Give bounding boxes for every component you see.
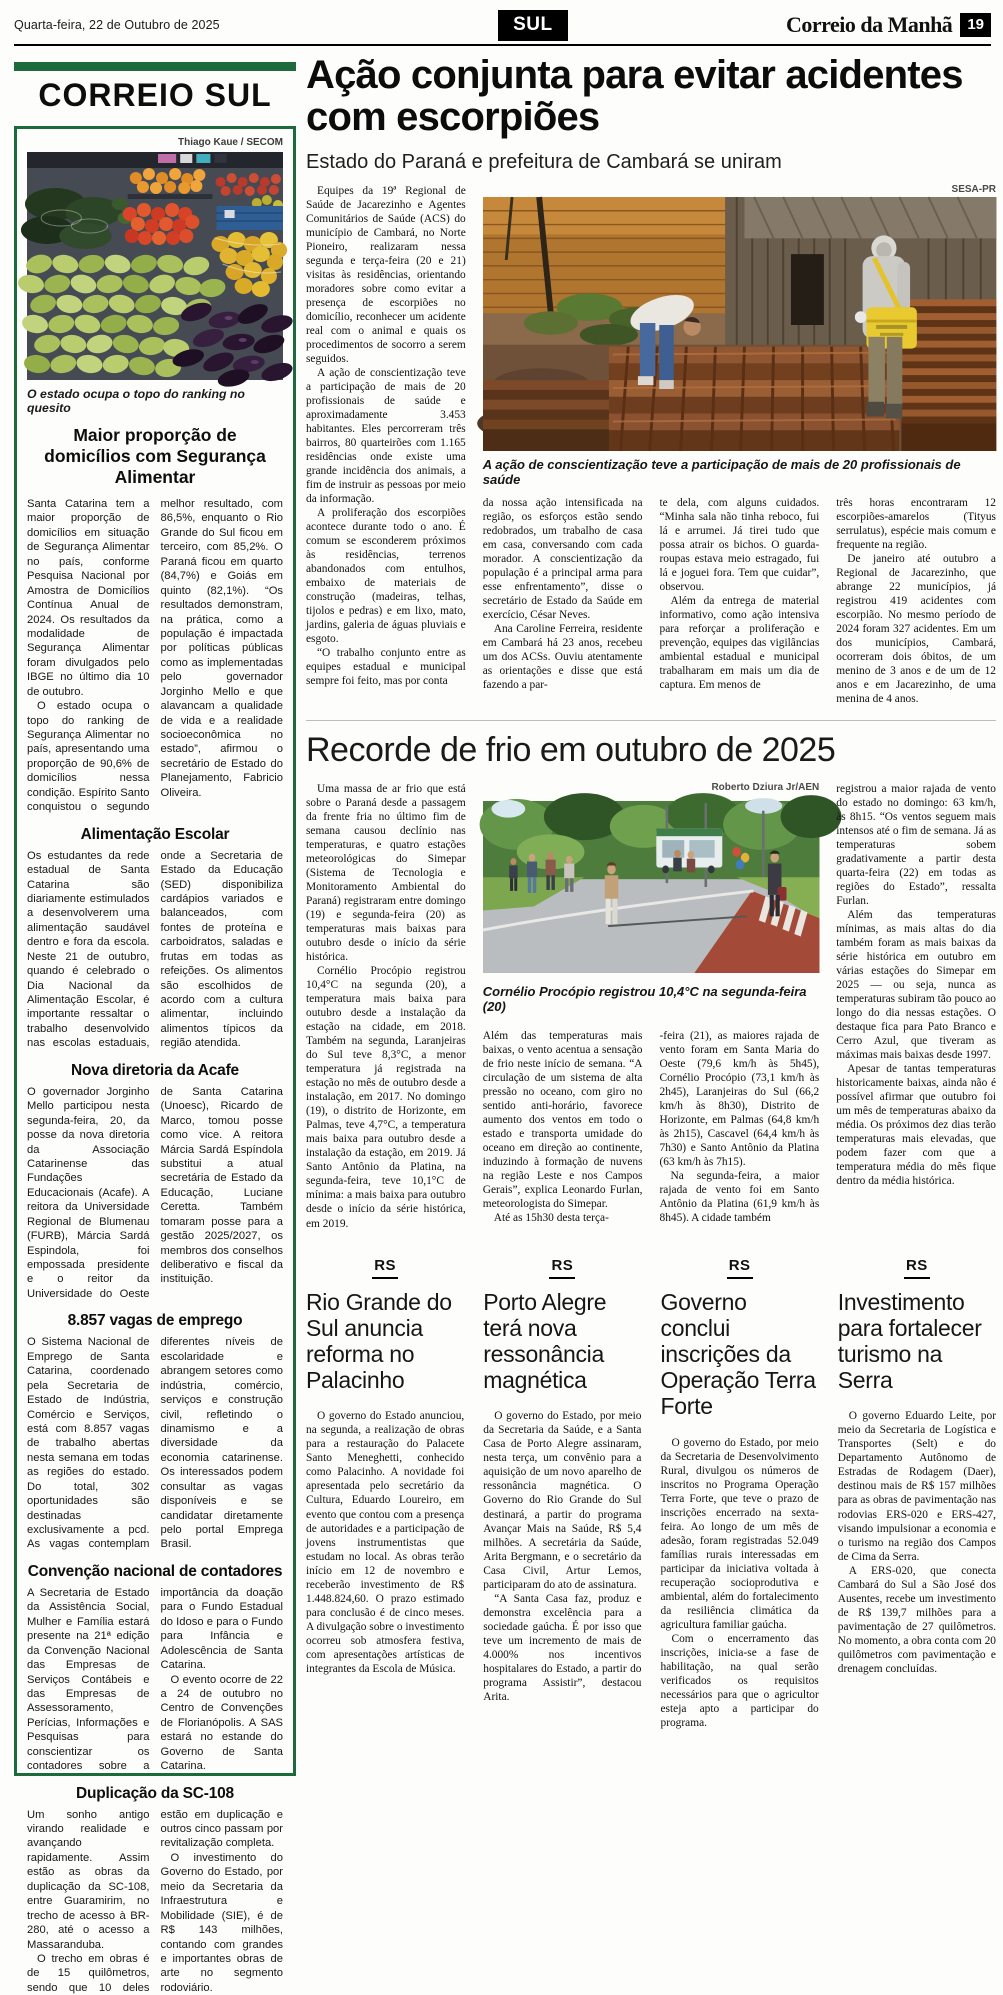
paragraph: Um sonho antigo virando realidade e avançando rapidamente. Assim estão as obras da duplicação da SC-108, entre Guaramirim, no trecho de acesso à BR-280, até o acesso a Massaranduba. <box>27 1808 150 1951</box>
paragraph: Com o encerramento das inscrições, inicia-se a fase de habilitação, na qual serão verificados os requisitos necessários para que o agricultor esteja apto a participar do programa. <box>660 1632 819 1729</box>
market-photo-caption: O estado ocupa o topo do ranking no quesito <box>27 387 245 415</box>
paragraph: Os estudantes da rede estadual de Santa Catarina são diariamente estimulados a desenvolverem uma alimentação saudável dentro e fora da escola. Neste 21 de outubro, quando é celebrado o Dia Nacional da Alimentação Escolar, é importante ressaltar o trabalho desenvolvido nas escolas estaduais, onde a Secretaria de Estado da Educação (SED) disponibiliza cardápios variados e balanceados, com fontes de proteína e carboidratos, saladas e frutas em todas as refeições. Os alimentos são escolhidos de acordo com a cultura alimentar, incluindo alimentos típicos da região atendida. <box>27 849 283 1050</box>
cold-record-article <box>306 782 996 1231</box>
region-tag-label: RS <box>549 1257 575 1279</box>
paragraph: Equipes da 19ª Regional de Saúde de Jacarezinho e Agentes Comunitários de Saúde (ACS) do município de Cambará, no Norte Pioneiro, realizaram nessa segunda e terça-feira (20 e 21) visitas às residências, orientando moradores sobre como evitar a presença de escorpiões no domicílio, reconhecer um acidente real com o animal e quais os procedimentos de socorro a serem seguidos. <box>306 184 466 365</box>
main-area <box>306 54 996 1730</box>
brief-palacinho <box>306 1257 464 1730</box>
section-tag: SUL <box>498 10 568 41</box>
rs-briefs-row <box>306 1257 996 1730</box>
paragraph: O investimento do Governo do Estado, por meio da Secretaria da Infraestrutura e Mobilidade (SIE), é de R$ 143 milhões, contando com grandes e importantes obras de arte no segmento rodoviário. <box>160 1851 283 1994</box>
paragraph: Até as 15h30 desta terça- <box>493 1211 609 1224</box>
article-column-4 <box>836 782 996 1231</box>
paragraph: O governo do Estado, por meio da Secretaria de Desenvolvimento Rural, divulgou os números de inscritos no Programa Operação Terra Forte, que teve o prazo de inscrições encerrado na sexta-feira. Ao longo de um mês de adesão, foram registradas 52.049 famílias rurais interessadas em participar da iniciativa voltada à recuperação socioprodutiva e ambiental, além do fortalecimento da resiliência climática da agricultura familiar gaúcha. <box>660 1436 819 1631</box>
edition-date: Quarta-feira, 22 de Outubro de 2025 <box>14 18 220 32</box>
market-produce-photo <box>27 152 283 380</box>
paragraph: Além das temperaturas mínimas, as mais altas do dia também foram as mais baixas da série histórica em outubro em várias estações do Simepar em 2025 — ou seja, nunca as temperaturas subiram tão pouco ao longo do dia nessas estações. O destaque fica para Pato Branco e Cerro Azul, que tiveram as máximas mais baixas desde 1997. <box>836 909 996 1062</box>
paragraph: Além das temperaturas mais baixas, o vento acentua a sensação de frio neste início de semana. “A circulação de um sistema de alta pressão no oceano, com giro no sentido anti-horário, favorece aumento dos ventos em todo o estado e transporta umidade do oceano em direção ao continente, induzindo à formação de nuvens na região Leste e nos Campos Gerais”, explica Leonardo Furlan, meteorologista do Simepar. <box>482 1029 643 1210</box>
brief-terra-forte <box>661 1257 819 1730</box>
paragraph: Na segunda-feira, a maior rajada de vento foi em Santo Antônio da Platina (61,9 km/h às 8h45). A cidade também <box>659 1169 820 1224</box>
cold-record-headline: Recorde de frio em outubro de 2025 <box>306 731 836 770</box>
paragraph: registrou a maior rajada de vento do estado no domingo: 63 km/h, às 8h15. “Os ventos seguem mais intensos até o fim de semana. Já as temperaturas sobem gradativamente a partir desta quarta-feira (22) em todas as regiões do Estado”, ressalta Furlan. <box>836 783 996 908</box>
section-divider <box>306 720 996 721</box>
article-column-4 <box>836 496 996 706</box>
tile-inspection-illustration <box>483 197 996 451</box>
sidebar-section-body <box>27 849 283 1051</box>
paragraph: A ação de conscientização teve a participação de mais de 20 profissionais de saúde e aproximadamente 3.453 habitantes. Eles percorreram três bairros, 80 quarteirões com 1.165 residências onde existe uma grande incidência dos animais, a fim de instruir as pessoas por meio da informação. <box>306 366 466 506</box>
brief-body <box>838 1409 996 1675</box>
article-column-3 <box>660 1029 820 1231</box>
paragraph: “O trabalho conjunto entre as equipes estadual e municipal sempre foi feito, mas por conta <box>306 647 466 688</box>
scorpion-headline: Ação conjunta para evitar acidentes com escorpiões <box>306 53 963 140</box>
paragraph: O estado ocupa o topo do ranking de Segurança Alimentar no país, apresentando uma proporção de 90,6% de domicílios nessa condição. Espírito Santo conquistou o segundo melhor resultado, com 86,5%, enquanto o Rio Grande do Sul ficou em terceiro, com 85,2%. O Paraná ficou em quarto (84,7%) e Goiás em quinto (82,1%). “Os resultados demonstram, na prática, como a população é impactada por políticas públicas como as implementadas pelo governador Jorginho Mello e que alavancam a qualidade de vida e a realidade socioeconômica no estado”, afirmou o secretário de Estado do Planejamento, Fabricio Oliveira. <box>27 498 283 814</box>
brief-headline: Rio Grande do Sul anuncia reforma no Palacinho <box>306 1288 452 1394</box>
tomatoes-cluster <box>123 203 200 245</box>
scorpion-photo-credit: SESA-PR <box>951 183 996 195</box>
paragraph: Cornélio Procópio registrou 10,4°C na segunda (20), a temperatura mais baixa para outubro desde a instalação da estação na cidade, em 2018. Também na segunda, Laranjeiras do Sul teve 8,3°C, a menor temperatura já registrada na estação no mês de outubro desde a instalação, em 2017. No domingo (19), o distrito de Horizonte, em Palmas, teve 4,7°C, a temperatura mais baixa para outubro desde a instalação da estação, em 2019. Já Santo Antônio da Platina, na segunda-feira, teve 10,1°C de mínima: a mais baixa para outubro desde o início da série histórica, em 2019. <box>306 965 466 1230</box>
sidebar-section-heading: Duplicação da SC-108 <box>76 1784 234 1802</box>
article-column-3 <box>660 496 820 706</box>
sidebar-section-body <box>27 1335 283 1552</box>
region-tag-label: RS <box>904 1257 930 1279</box>
market-produce-illustration <box>27 152 283 380</box>
paragraph: O governo do Estado, por meio da Secretaria da Saúde, e a Santa Casa de Porto Alegre assinaram, nesta terça, um convênio para a aquisição de um novo aparelho de ressonância magnética. O Governo do Rio Grande do Sul destinará, a partir do programa Avançar Mais na Saúde, R$ 5,4 milhões. A secretária da Saúde, Arita Bergmann, e o secretário da Casa Civil, Artur Lemos, participaram do ato de assinatura. <box>483 1410 642 1591</box>
paragraph: A Secretaria de Estado da Assistência Social, Mulher e Família estará presente na 21ª edição da Convenção Nacional das Empresas de Serviços Contábeis e das Empresas de Assessoramento, Perícias, Informações e Pesquisas para conscientizar os contadores sobre a importância da doação para o Fundo Estadual do Idoso e para o Fundo para Infância e Adolescência de Santa Catarina. <box>27 1586 283 1773</box>
market-photo-credit: Thiago Kaue / SECOM <box>177 137 283 148</box>
paragraph: De janeiro até outubro a Regional de Jacarezinho, que abrange 22 municípios, já registrou 419 acidentes com escorpião. No mesmo período de 2024 foram 327 acidentes. Em um dos municípios, Cambará, ocorreram dois óbitos, de um menino de 3 anos e de um de 12 anos e em Jacarezinho, de uma menina de 4 anos. <box>836 552 996 705</box>
region-tag <box>661 1257 819 1279</box>
article-column-1 <box>306 184 466 706</box>
cold-photo-caption: Cornélio Procópio registrou 10,4°C na segunda-feira (20) <box>482 984 807 1015</box>
paragraph: Santa Catarina tem a maior proporção de domicílios em situação de Segurança Alimentar no país, conforme Pesquisa Nacional por Amostra de Domicílios Contínua Anual de 2024. Os resultados da modalidade de Segurança Alimentar foram divulgados pelo IBGE no último dia 10 de outubro. <box>27 498 150 698</box>
correio-sul-title: CORREIO SUL <box>38 77 272 113</box>
sidebar-lead-headline: Maior proporção de domicílios com Segurança Alimentar <box>44 425 266 487</box>
region-tag-label: RS <box>727 1257 753 1279</box>
sidebar-section-heading: Alimentação Escolar <box>80 825 230 843</box>
region-tag <box>838 1257 996 1279</box>
brief-body <box>306 1409 464 1675</box>
brief-headline: Porto Alegre terá nova ressonância magnética <box>483 1288 607 1394</box>
paragraph: O Sistema Nacional de Emprego de Santa Catarina, coordenado pela Secretaria de Estado de Indústria, Comércio e Serviços, está com 8.857 vagas de trabalho abertas nesta semana em todas as regiões do estado. Do total, 302 oportunidades são destinadas exclusivamente a pcd. As vagas contemplam diferentes níveis de escolaridade e abrangem setores como indústria, comércio, serviços e construção civil, refletindo o dinamismo e a diversidade da economia catarinense. Os interessados podem consultar as vagas disponíveis e se candidatar diretamente pelo portal Emprega Brasil. <box>27 1336 283 1551</box>
paragraph: -feira (21), as maiores rajada de vento foram em Santa Maria do Oeste (79,6 km/h às 5h45), Cornélio Procópio (73,1 km/h às 2h45), Laranjeiras do Sul (66,2 km/h às 8h30), Distrito de Horizonte, em Palmas (64,8 km/h às 2h15), Cascavel (64,4 km/h às 7h30) e Santo Antônio da Platina (63 km/h às 7h15). <box>659 1029 820 1168</box>
region-tag-label: RS <box>372 1257 398 1279</box>
sidebar-section-heading: Convenção nacional de contadores <box>27 1562 283 1580</box>
masthead-group <box>786 12 991 38</box>
brief-ressonancia <box>483 1257 641 1730</box>
paragraph: A proliferação dos escorpiões acontece durante todo o ano. É comum se esconderem próximos às residências, terrenos abandonados com entulhos, embaixo de materiais de construção (madeiras, telhas, tijolos e pedras) e em lixo, mato, jardins, galeria de águas pluviais e esgoto. <box>306 507 466 646</box>
region-tag <box>306 1257 464 1279</box>
paragraph: “A Santa Casa faz, produz e demonstra excelência para a sociedade gaúcha. É por isso que teve um incremento de mais de 4.000% nos incentivos hospitalares do Estado, a partir do programa Assistir”, destacou Arita. <box>483 1592 642 1703</box>
article-column-1 <box>306 782 466 1231</box>
paragraph: Apesar de tantas temperaturas historicamente baixas, ainda não é possível afirmar que outubro foi um mês de temperaturas abaixo da média. Os próximos dez dias terão temperaturas mais elevadas, que podem fazer com que a temperatura média do mês fique dentro da média histórica. <box>836 1063 996 1188</box>
sidebar-section-heading: Nova diretoria da Acafe <box>71 1061 239 1079</box>
park-walkway-illustration <box>483 801 820 973</box>
paragraph: O governo do Estado anunciou, na segunda, a realização de obras para a restauração do Palacete Santo Meneghetti, conhecido como Palacinho. A novidade foi apresentada pelo secretário da Cultura, Eduardo Loureiro, em evento que contou com a presença de autoridades e a participação de jovens instrumentistas que estudam no local. As obras terão início em 12 de novembro e receberão investimento de R$ 1.448.824,60. O prazo estimado para conclusão é de cinco meses. A divulgação sobre o investimento ocorreu sob atmosfera festiva, com apresentações artísticas de integrantes da Escola de Música. <box>306 1410 465 1675</box>
correio-sul-column <box>14 62 296 1994</box>
brief-turismo-serra <box>838 1257 996 1730</box>
sidebar-lead-body <box>27 497 283 815</box>
brief-body <box>483 1409 641 1703</box>
green-accent-bar <box>14 62 296 71</box>
region-tag <box>483 1257 641 1279</box>
scorpion-photo-caption: A ação de conscientização teve a participação de mais de 20 profissionais de saúde <box>482 456 961 487</box>
masthead-logo: Correio da Manhã <box>785 12 953 37</box>
dark-doorway <box>791 254 824 325</box>
tile-pile-left <box>483 380 619 451</box>
paragraph: O governador Jorginho Mello participou nesta segunda-feira, 20, da posse da nova diretoria da Associação Catarinense das Fundações Educacionais (Acafe). A reitora da Universidade Regional de Blumenau (FURB), Márcia Sardá Espindola, foi empossada presidente e o reitor da Universidade do Oeste de Santa Catarina (Unoesc), Ricardo de Marco, tomou posse como vice. A reitora Márcia Sardá Espíndola substitui a atual secretária de Estado da Educação, Luciane Ceretta. Também tomaram posse para a gestão 2025/2027, os membros dos conselhos deliberativo e fiscal da instituição. <box>27 1085 283 1300</box>
paragraph: Além da entrega de material informativo, como ação intensiva para reforçar a proliferação e prevenção, equipes das vigilâncias ambiental estadual e municipal trabalharam em mais um dia de captura. Em menos de <box>659 594 820 691</box>
paragraph: A ERS-020, que conecta Cambará do Sul a São José dos Ausentes, recebe um investimento de R$ 139,7 milhões para a pavimentação de 27 quilômetros. No momento, a obra conta com 20 quilômetros com pavimentação e drenagem concluídas. <box>837 1564 996 1675</box>
page-number-badge: 19 <box>960 13 991 37</box>
scorpion-inspection-photo <box>483 197 996 451</box>
sidebar-section-body <box>27 1808 283 1995</box>
article-column-2 <box>483 1029 643 1231</box>
correio-sul-box <box>14 126 296 1994</box>
article-column-2 <box>483 496 643 706</box>
corrugated-sheet <box>744 197 996 238</box>
brief-headline: Investimento para fortalecer turismo na Serra <box>837 1288 982 1394</box>
scorpion-article <box>306 184 996 706</box>
cold-photo-credit: Roberto Dziura Jr/AEN <box>711 782 820 794</box>
paragraph: três horas encontraram 12 escorpiões-amarelos (Tityus serrulatus), espécie mais comum e frequente na região. <box>836 496 996 551</box>
scorpion-subhead: Estado do Paraná e prefeitura de Cambará se uniram <box>306 150 782 173</box>
paragraph: O trecho em obras é de 15 quilômetros, sendo que 10 deles estão em duplicação e outros cinco passam por revitalização completa. <box>27 1808 283 1994</box>
sidebar-section-heading: 8.857 vagas de emprego <box>67 1312 243 1330</box>
paragraph: te dela, com alguns cuidados. “Minha sala não tinha reboco, fui lá e arrumei. Já tirei tudo que possa atrair os bichos. O guarda-roupas estava meio estragado, fui lá e joguei fora. Tem que cuidar”, observou. <box>659 496 820 593</box>
sidebar-section-body <box>27 1586 283 1774</box>
paragraph: Uma massa de ar frio que está sobre o Paraná desde a passagem da frente fria no último fim de semana causou declínio nas temperaturas, e quatro estações meteorológicas do Simepar (Sistema de Tecnologia e Monitoramento Ambiental do Paraná) registraram entre domingo (19) e segunda-feira (20) as temperaturas mais baixas para outubro desde o início da série histórica. <box>306 783 466 964</box>
page-header <box>14 6 991 46</box>
paragraph: O governo Eduardo Leite, por meio da Secretaria de Logística e Transportes (Selt) e do Departamento Autônomo de Estradas de Rodagem (Daer), destinou mais de R$ 157 milhões para as obras de pavimentação nas rodovias ERS-020 e ERS-427, visando impulsionar a economia e o turismo na região dos Campos de Cima da Serra. <box>837 1410 996 1563</box>
paragraph: Ana Caroline Ferreira, residente em Cambará há 23 anos, recebeu um dos ACSs. Ouviu atentamente as orientações e disse que está fazendo a par- <box>482 622 643 691</box>
sidebar-section-body <box>27 1085 283 1302</box>
paragraph: da nossa ação intensificada na região, os esforços estão sendo redobrados, um trabalho de casa em casa, conversando com cada morador. A conscientização da população é a principal arma para esse enfrentamento”, disse o secretário de Estado da Saúde em exercício, César Neves. <box>482 496 643 621</box>
paragraph: O evento ocorre de 22 a 24 de outubro no Centro de Convenções de Florianópolis. A SAS estará no estande do Governo de Santa Catarina. <box>160 1673 283 1773</box>
brief-body <box>661 1436 819 1730</box>
lamp-post <box>762 810 765 882</box>
park-cold-morning-photo <box>483 801 820 973</box>
brief-headline: Governo conclui inscrições da Operação Terra Forte <box>660 1288 816 1420</box>
